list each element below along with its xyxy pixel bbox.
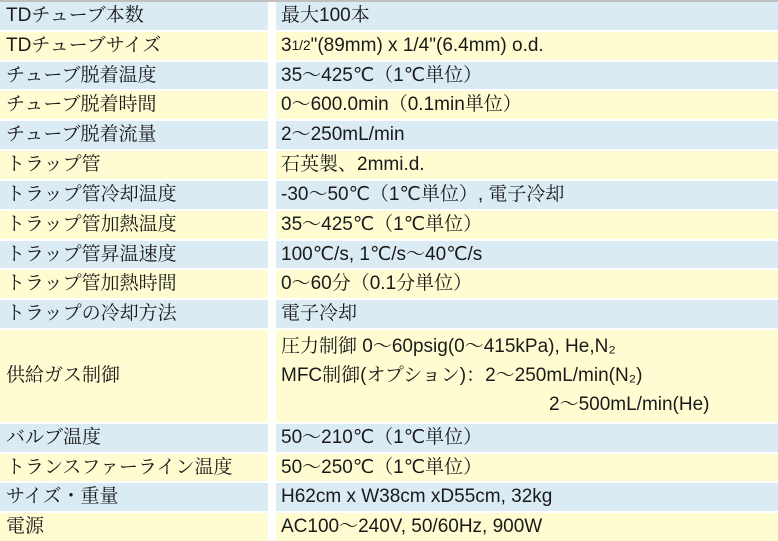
spec-label: トラップ管加熱時間	[0, 270, 276, 298]
spec-value: 最大100本	[276, 2, 778, 30]
spec-value: 50～250℃（1℃単位）	[276, 454, 778, 482]
gas-control-line-pressure: 圧力制御 0～60psig(0～415kPa), He,N₂	[281, 336, 616, 358]
gas-control-line-mfc: MFC制御(オプション)：2～250mL/min(N₂)	[281, 365, 643, 387]
spec-value: 0～60分（0.1分単位）	[276, 270, 778, 298]
spec-label: チューブ脱着時間	[0, 91, 276, 119]
table-row	[0, 513, 778, 541]
spec-label: トラップ管加熱温度	[0, 211, 276, 239]
table-row	[0, 270, 778, 298]
table-row	[0, 454, 778, 482]
spec-label: チューブ脱着流量	[0, 121, 276, 149]
spec-value: 35～425℃（1℃単位）	[276, 211, 778, 239]
spec-value: -30～50℃（1℃単位）, 電子冷却	[276, 181, 778, 209]
spec-value: 0～600.0min（0.1min単位）	[276, 91, 778, 119]
spec-value	[276, 330, 778, 422]
tube-size-fraction: 1/2	[291, 38, 311, 54]
spec-value: 2～250mL/min	[276, 121, 778, 149]
table-row	[0, 424, 778, 452]
spec-label: トラップの冷却方法	[0, 300, 276, 328]
table-row	[0, 211, 778, 239]
spec-value: 石英製、2mmi.d.	[276, 151, 778, 179]
spec-value	[276, 32, 778, 60]
spec-label: TDチューブサイズ	[0, 32, 276, 60]
spec-label: 電源	[0, 513, 276, 541]
spec-label: トラップ管冷却温度	[0, 181, 276, 209]
tube-size-rest: "(89mm) x 1/4"(6.4mm) o.d.	[310, 34, 544, 56]
table-row	[0, 91, 778, 119]
table-row	[0, 181, 778, 209]
table-row	[0, 2, 778, 30]
spec-label: 供給ガス制御	[0, 330, 276, 422]
table-row	[0, 241, 778, 269]
spec-label: チューブ脱着温度	[0, 62, 276, 90]
table-row-gas-control	[0, 330, 778, 422]
spec-label: トランスファーライン温度	[0, 454, 276, 482]
table-row	[0, 151, 778, 179]
gas-control-line-he: 2～500mL/min(He)	[549, 394, 710, 416]
spec-label: バルブ温度	[0, 424, 276, 452]
spec-value: AC100～240V, 50/60Hz, 900W	[276, 513, 778, 541]
spec-value: 電子冷却	[276, 300, 778, 328]
spec-value: 100℃/s, 1℃/s～40℃/s	[276, 241, 778, 269]
table-row	[0, 483, 778, 511]
spec-label: トラップ管昇温速度	[0, 241, 276, 269]
table-row	[0, 62, 778, 90]
spec-label: トラップ管	[0, 151, 276, 179]
table-row	[0, 300, 778, 328]
tube-size-whole: 3	[281, 34, 292, 56]
table-row	[0, 121, 778, 149]
spec-value: 35～425℃（1℃単位）	[276, 62, 778, 90]
spec-label: サイズ・重量	[0, 483, 276, 511]
table-row	[0, 32, 778, 60]
spec-value: 50～210℃（1℃単位）	[276, 424, 778, 452]
spec-value: H62cm x W38cm xD55cm, 32kg	[276, 483, 778, 511]
spec-label: TDチューブ本数	[0, 2, 276, 30]
